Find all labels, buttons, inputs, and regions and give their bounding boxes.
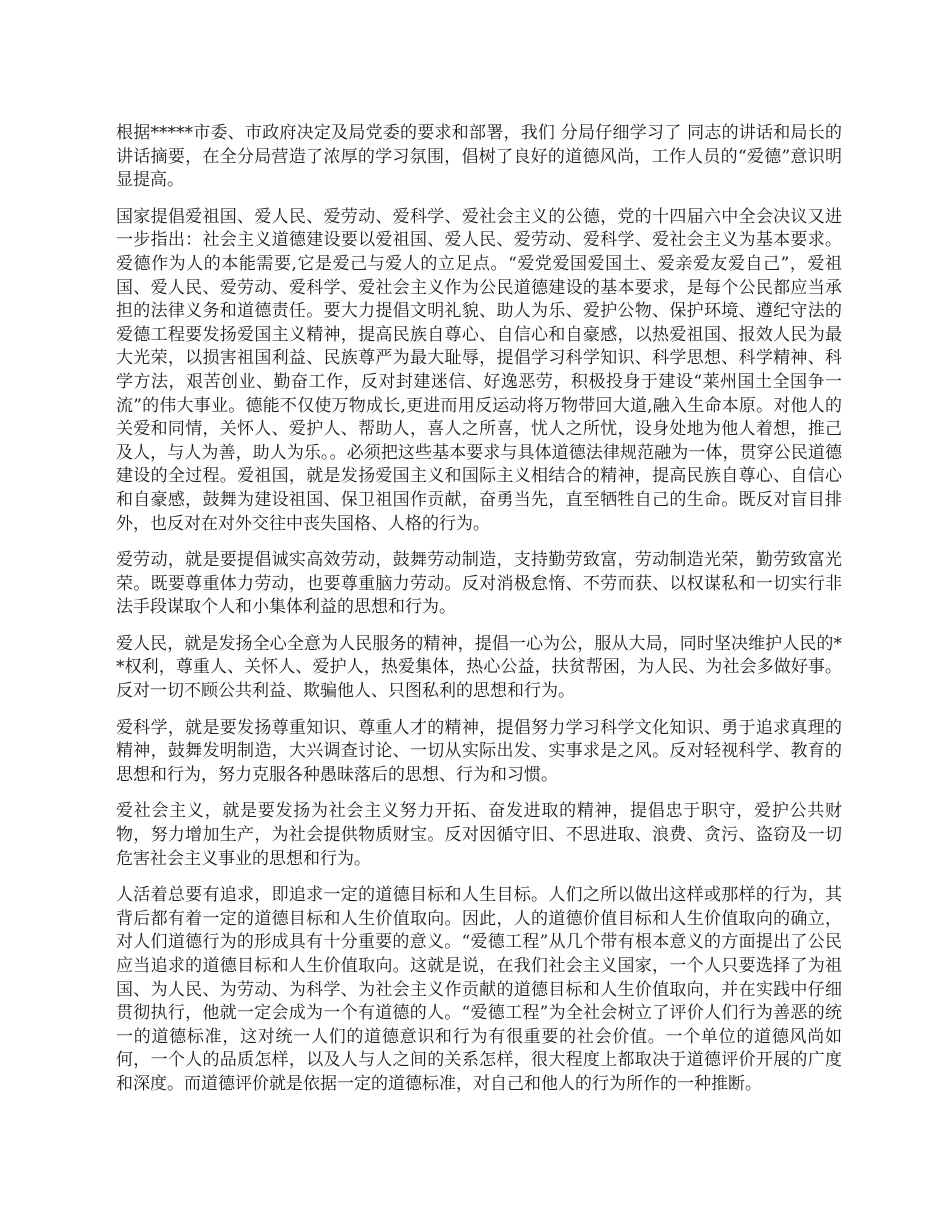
paragraph-love-people: 爱人民，就是发扬全心全意为人民服务的精神，提倡一心为公，服从大局，同时坚决维护人民的**权利，尊重人、关怀人、爱护人，热爱集体，热心公益，扶贫帮困，为人民、为社会多做好事。反对一切不顾公共利益、欺骗他人、只图私利的思想和行为。 [116,633,842,702]
paragraph-public-morality: 国家提倡爱祖国、爱人民、爱劳动、爱科学、爱社会主义的公德，党的十四届六中全会决议又进一步指出：社会主义道德建设要以爱祖国、爱人民、爱劳动、爱科学、爱社会主义为基本要求。爱德作为人的本能需要,它是爱己与爱人的立足点。“爱党爱国爱国土、爱亲爱友爱自己”，爱祖国、爱人民、爱劳动、爱科学、爱社会主义作为公民道德建设的基本要求，是每个公民都应当承担的法律义务和道德责任。要大力提倡文明礼貌、助人为乐、爱护公物、保护环境、遵纪守法的爱德工程要发扬爱国主义精神，提高民族自尊心、自信心和自豪感，以热爱祖国、报效人民为最大光荣，以损害祖国利益、民族尊严为最大耻辱，提倡学习科学知识、科学思想、科学精神、科学方法，艰苦创业、勤奋工作，反对封建迷信、好逸恶劳，积极投身于建设“莱州国土全国争一流”的伟大事业。德能不仅使万物成长,更进而用反运动将万物带回大道,融入生命本原。对他人的关爱和同情，关怀人、爱护人、帮助人，喜人之所喜，忧人之所忧，设身处地为他人着想，推己及人，与人为善，助人为乐。。必须把这些基本要求与具体道德法律规范融为一体，贯穿公民道德建设的全过程。爱祖国，就是发扬爱国主义和国际主义相结合的精神，提高民族自尊心、自信心和自豪感，鼓舞为建设祖国、保卫祖国作贡献，奋勇当先，直至牺牲自己的生命。既反对盲目排外，也反对在对外交往中丧失国格、人格的行为。 [116,206,842,534]
paragraph-intro: 根据*****市委、市政府决定及局党委的要求和部署，我们 分局仔细学习了 同志的讲话和局长的讲话摘要，在全分局营造了浓厚的学习氛围，倡树了良好的道德风尚，工作人员的“爱德”意识明显提高。 [116,123,842,191]
paragraph-love-socialism: 爱社会主义，就是要发扬为社会主义努力开拓、奋发进取的精神，提倡忠于职守，爱护公共财物，努力增加生产，为社会提供物质财宝。反对因循守旧、不思进取、浪费、贪污、盗窃及一切危害社会主义事业的思想和行为。 [116,801,842,869]
paragraph-love-science: 爱科学，就是要发扬尊重知识、尊重人才的精神，提倡努力学习科学文化知识、勇于追求真理的精神，鼓舞发明制造，大兴调查讨论、一切从实际出发、实事求是之风。反对轻视科学、教育的思想和行为，努力克服各种愚昧落后的思想、行为和习惯。 [116,717,842,785]
paragraph-moral-goals: 人活着总要有追求，即追求一定的道德目标和人生目标。人们之所以做出这样或那样的行为，其背后都有着一定的道德目标和人生价值取向。因此，人的道德价值目标和人生价值取向的确立，对人们道德行为的形成具有十分重要的意义。“爱德工程”从几个带有根本意义的方面提出了公民应当追求的道德目标和人生价值取向。这就是说，在我们社会主义国家，一个人只要选择了为祖国、为人民、为劳动、为科学、为社会主义作贡献的道德目标和人生价值取向，并在实践中仔细贯彻执行，他就一定会成为一个有道德的人。“爱德工程”为全社会树立了评价人们行为善恶的统一的道德标准，这对统一人们的道德意识和行为有很重要的社会价值。一个单位的道德风尚如何，一个人的品质怎样，以及人与人之间的关系怎样，很大程度上都取决于道德评价开展的广度和深度。而道德评价就是依据一定的道德标准，对自己和他人的行为所作的一种推断。 [116,885,842,1094]
document-body [116,122,842,1110]
paragraph-love-labor: 爱劳动，就是要提倡诚实高效劳动，鼓舞劳动制造，支持勤劳致富，劳动制造光荣，勤劳致富光荣。既要尊重体力劳动，也要尊重脑力劳动。反对消极怠惰、不劳而获、以权谋私和一切实行非法手段谋取个人和小集体利益的思想和行为。 [116,550,842,618]
